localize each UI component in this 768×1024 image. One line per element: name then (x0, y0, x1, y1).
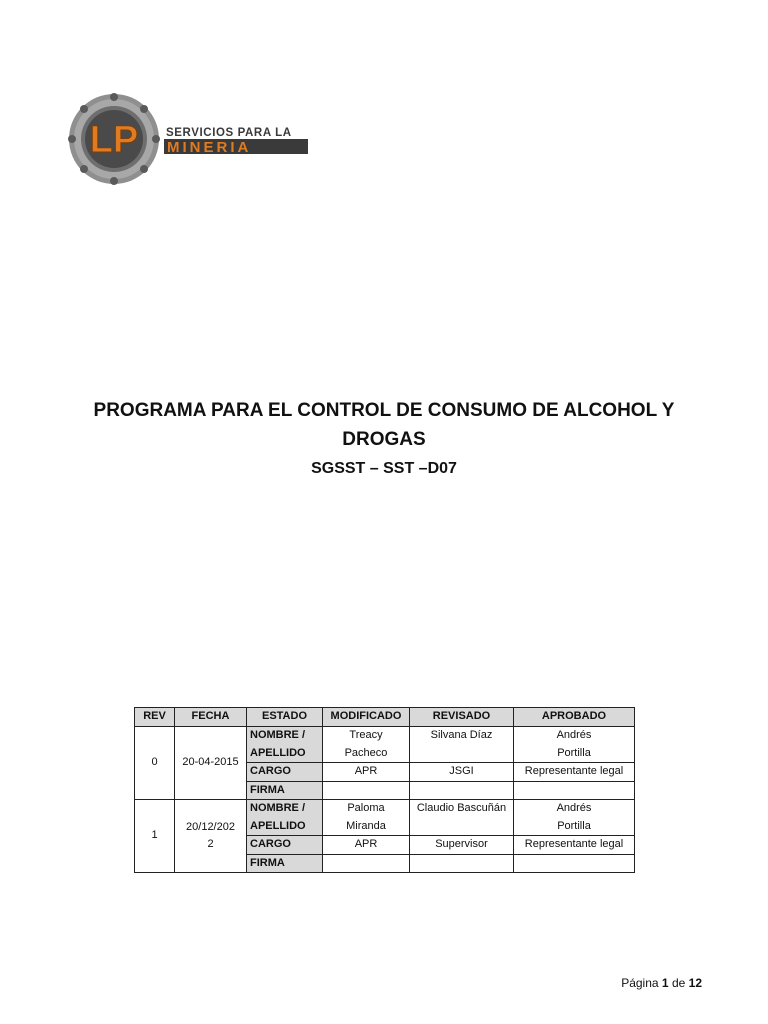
revisado-cargo: Supervisor (410, 836, 514, 855)
page-footer (621, 976, 702, 990)
table-row (135, 727, 635, 763)
header-revisado: REVISADO (410, 708, 514, 727)
modificado-cargo: APR (323, 836, 410, 855)
label-nombre: NOMBRE / APELLIDO (247, 727, 323, 763)
page-label: Página (621, 976, 659, 990)
logo-brand: MINERIA (167, 139, 252, 156)
document-code: SGSST – SST –D07 (311, 460, 457, 477)
table-row (135, 800, 635, 836)
document-title-block (60, 396, 708, 480)
label-firma: FIRMA (247, 781, 323, 800)
aprobado-nombre: Andrés Portilla (514, 727, 635, 763)
label-nombre: NOMBRE / APELLIDO (247, 800, 323, 836)
revisado-firma (410, 854, 514, 873)
aprobado-nombre: Andrés Portilla (514, 800, 635, 836)
label-cargo: CARGO (247, 763, 323, 782)
company-logo (66, 92, 316, 186)
aprobado-cargo: Representante legal (514, 836, 635, 855)
current-page: 1 (661, 976, 669, 990)
document-title-line2: DROGAS (342, 429, 426, 450)
modificado-cargo: APR (323, 763, 410, 782)
modificado-nombre: Treacy Pacheco (323, 727, 410, 763)
revisado-nombre: Silvana Díaz (410, 727, 514, 763)
label-cargo: CARGO (247, 836, 323, 855)
rev-date: 20/12/202 2 (175, 800, 247, 873)
header-estado: ESTADO (247, 708, 323, 727)
rev-date: 20-04-2015 (175, 727, 247, 800)
rev-number: 1 (135, 800, 175, 873)
table-header-row (135, 708, 635, 727)
modificado-firma (323, 854, 410, 873)
aprobado-cargo: Representante legal (514, 763, 635, 782)
aprobado-firma (514, 781, 635, 800)
header-fecha: FECHA (175, 708, 247, 727)
document-title-line1: PROGRAMA PARA EL CONTROL DE CONSUMO DE ALCOHOL Y (93, 400, 675, 421)
header-aprobado: APROBADO (514, 708, 635, 727)
of-label: de (671, 976, 686, 990)
label-firma: FIRMA (247, 854, 323, 873)
revision-table (134, 707, 635, 873)
revisado-nombre: Claudio Bascuñán (410, 800, 514, 836)
modificado-firma (323, 781, 410, 800)
logo-initials: LP (89, 119, 139, 161)
modificado-nombre: Paloma Miranda (323, 800, 410, 836)
revisado-cargo: JSGI (410, 763, 514, 782)
logo-tagline: SERVICIOS PARA LA (166, 127, 292, 139)
header-rev: REV (135, 708, 175, 727)
header-modificado: MODIFICADO (323, 708, 410, 727)
document-title (60, 396, 708, 454)
aprobado-firma (514, 854, 635, 873)
total-pages: 12 (688, 976, 702, 990)
revisado-firma (410, 781, 514, 800)
rev-number: 0 (135, 727, 175, 800)
